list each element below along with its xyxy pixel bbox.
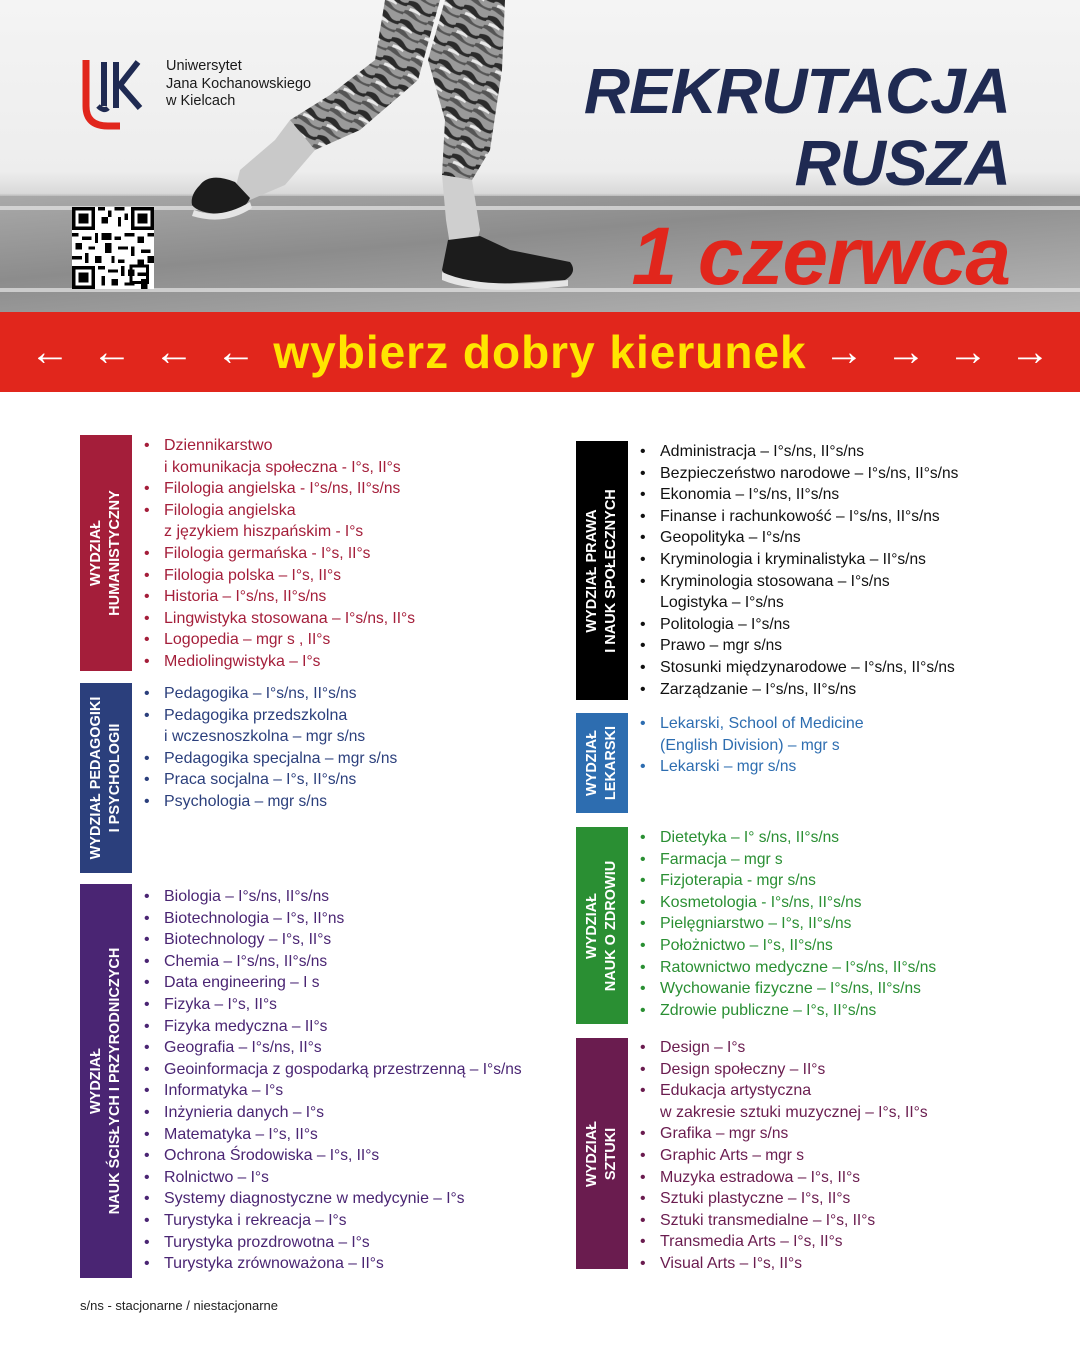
list-item[interactable]: • Pedagogika – I°s/ns, II°s/ns	[144, 683, 397, 705]
faculty-label-line: WYDZIAŁ PRAWA	[584, 508, 600, 633]
list-item[interactable]: • Kryminologia stosowana – I°s/ns	[640, 571, 958, 593]
university-name-line: Jana Kochanowskiego	[166, 75, 312, 92]
headline-line-2: RUSZA	[794, 127, 1010, 199]
faculty-label-pedagogiki	[80, 683, 132, 873]
list-item[interactable]: • Filologia germańska - I°s, II°s	[144, 543, 415, 565]
faculty-label-line: WYDZIAŁ PEDAGOGIKI	[88, 696, 104, 860]
list-item[interactable]: • Rolnictwo – I°s	[144, 1167, 522, 1189]
hero-banner	[0, 0, 1080, 312]
list-item[interactable]: • Systemy diagnostyczne w medycynie – I°s	[144, 1188, 522, 1210]
list-item[interactable]: • Filologia angielska - I°s/ns, II°s/ns	[144, 478, 415, 500]
list-item[interactable]: • Pielęgniarstwo – I°s, II°s/ns	[640, 913, 936, 935]
list-item[interactable]: • Fizjoterapia - mgr s/ns	[640, 870, 936, 892]
list-item[interactable]: • Wychowanie fizyczne – I°s/ns, II°s/ns	[640, 978, 936, 1000]
university-logo[interactable]	[78, 56, 338, 136]
faculty-label-line: NAUK O ZDROWIU	[603, 860, 619, 991]
faculty-label-line: HUMANISTYCZNY	[107, 490, 123, 616]
faculty-label-line: WYDZIAŁ	[584, 892, 600, 959]
list-item[interactable]: • Filologia angielska	[144, 500, 415, 522]
faculty-label-line: WYDZIAŁ	[88, 519, 104, 587]
list-item[interactable]: • Dziennikarstwo	[144, 435, 415, 457]
faculty-label-lekarski	[576, 713, 628, 813]
program-list-prawa	[640, 441, 958, 700]
list-item[interactable]: Logistyka – I°s/ns	[660, 594, 784, 612]
list-item[interactable]: • Data engineering – I s	[144, 972, 522, 994]
faculty-label-line: I PSYCHOLOGII	[107, 723, 123, 833]
qr-code-icon[interactable]	[72, 207, 154, 289]
list-item[interactable]: i komunikacja społeczna - I°s, II°s	[164, 458, 401, 476]
list-item[interactable]: • Geografia – I°s/ns, II°s	[144, 1037, 522, 1059]
list-item[interactable]: • Pedagogika przedszkolna	[144, 705, 397, 727]
list-item[interactable]: • Biologia – I°s/ns, II°s/ns	[144, 886, 522, 908]
runner-legs-image	[180, 0, 600, 312]
left-arrows-icon: ←←←←	[30, 330, 278, 374]
list-item[interactable]: • Sztuki plastyczne – I°s, II°s	[640, 1188, 928, 1210]
list-item[interactable]: • Sztuki transmedialne – I°s, II°s	[640, 1210, 928, 1232]
list-item[interactable]: • Lekarski, School of Medicine	[640, 713, 864, 735]
faculty-label-line: I NAUK SPOŁECZNYCH	[603, 488, 619, 653]
list-item[interactable]: • Muzyka estradowa – I°s, II°s	[640, 1167, 928, 1189]
footnote: s/ns - stacjonarne / niestacjonarne	[80, 1298, 278, 1313]
list-item[interactable]: • Turystyka prozdrowotna – I°s	[144, 1232, 522, 1254]
list-item[interactable]: i wczesnoszkolna – mgr s/ns	[164, 728, 366, 746]
program-list-lekarski	[640, 713, 864, 778]
faculty-label-zdrowiu	[576, 827, 628, 1024]
list-item[interactable]: • Bezpieczeństwo narodowe – I°s/ns, II°s/ns	[640, 463, 958, 485]
list-item[interactable]: • Graphic Arts – mgr s	[640, 1145, 928, 1167]
faculty-label-scislych	[80, 884, 132, 1278]
faculty-label-line: SZTUKI	[603, 1127, 619, 1180]
program-list-pedagogiki	[144, 683, 397, 813]
university-name-line: w Kielcach	[166, 93, 236, 109]
list-item[interactable]: • Historia – I°s/ns, II°s/ns	[144, 586, 415, 608]
list-item[interactable]: • Geopolityka – I°s/ns	[640, 527, 958, 549]
program-list-scislych	[144, 886, 522, 1275]
headline-line-1: REKRUTACJA	[583, 55, 1010, 127]
list-item[interactable]: • Kryminologia i kryminalistyka – II°s/ns	[640, 549, 958, 571]
list-item[interactable]: (English Division) – mgr s	[660, 736, 840, 754]
list-item[interactable]: • Turystyka i rekreacja – I°s	[144, 1210, 522, 1232]
list-item[interactable]: • Geoinformacja z gospodarką przestrzenną – I°s/ns	[144, 1059, 522, 1081]
list-item[interactable]: • Psychologia – mgr s/ns	[144, 791, 397, 813]
list-item[interactable]: • Filologia polska – I°s, II°s	[144, 565, 415, 587]
list-item[interactable]: • Położnictwo – I°s, II°s/ns	[640, 935, 936, 957]
list-item[interactable]: • Stosunki międzynarodowe – I°s/ns, II°s/ns	[640, 657, 958, 679]
list-item[interactable]: • Politologia – I°s/ns	[640, 614, 958, 636]
university-name	[166, 58, 311, 111]
list-item[interactable]: • Ratownictwo medyczne – I°s/ns, II°s/ns	[640, 957, 936, 979]
list-item[interactable]: • Kosmetologia - I°s/ns, II°s/ns	[640, 892, 936, 914]
list-item[interactable]: • Turystyka zrównoważona – II°s	[144, 1253, 522, 1275]
program-list-zdrowiu	[640, 827, 936, 1021]
list-item[interactable]: • Inżynieria danych – I°s	[144, 1102, 522, 1124]
faculty-label-line: WYDZIAŁ	[88, 1047, 104, 1115]
faculty-label-line: LEKARSKI	[603, 725, 619, 801]
list-item[interactable]: • Zarządzanie – I°s/ns, II°s/ns	[640, 679, 958, 701]
faculty-label-line: WYDZIAŁ	[584, 1120, 600, 1187]
list-item[interactable]: • Chemia – I°s/ns, II°s/ns	[144, 951, 522, 973]
list-item[interactable]: • Logopedia – mgr s , II°s	[144, 629, 415, 651]
slogan-banner	[0, 312, 1080, 392]
list-item[interactable]: • Finanse i rachunkowość – I°s/ns, II°s/ns	[640, 506, 958, 528]
list-item[interactable]: • Visual Arts – I°s, II°s	[640, 1253, 928, 1275]
slogan-text: wybierz dobry kierunek	[273, 326, 807, 378]
list-item[interactable]: • Administracja – I°s/ns, II°s/ns	[640, 441, 958, 463]
list-item[interactable]: • Dietetyka – I° s/ns, II°s/ns	[640, 827, 936, 849]
list-item[interactable]: • Design – I°s	[640, 1037, 928, 1059]
list-item[interactable]: • Mediolingwistyka – I°s	[144, 651, 415, 673]
list-item[interactable]: • Matematyka – I°s, II°s	[144, 1124, 522, 1146]
list-item[interactable]: • Praca socjalna – I°s, II°s/ns	[144, 769, 397, 791]
list-item[interactable]: • Ochrona Środowiska – I°s, II°s	[144, 1145, 522, 1167]
list-item[interactable]: • Transmedia Arts – I°s, II°s	[640, 1231, 928, 1253]
list-item[interactable]: • Lekarski – mgr s/ns	[640, 756, 864, 778]
headline-date: 1 czerwca	[631, 211, 1010, 302]
list-item[interactable]: • Design społeczny – II°s	[640, 1059, 928, 1081]
list-item[interactable]: • Grafika – mgr s/ns	[640, 1123, 928, 1145]
faculty-label-sztuki	[576, 1038, 628, 1269]
faculty-label-humanistyczny	[80, 435, 132, 671]
list-item[interactable]: • Farmacja – mgr s	[640, 849, 936, 871]
list-item[interactable]: • Prawo – mgr s/ns	[640, 635, 958, 657]
list-item[interactable]: • Fizyka medyczna – II°s	[144, 1016, 522, 1038]
faculty-label-prawa	[576, 441, 628, 700]
list-item[interactable]: • Informatyka – I°s	[144, 1080, 522, 1102]
program-list-humanistyczny	[144, 435, 415, 673]
ujk-logo-icon	[78, 56, 158, 132]
list-item[interactable]: • Pedagogika specjalna – mgr s/ns	[144, 748, 397, 770]
list-item[interactable]: • Biotechnologia – I°s, II°ns	[144, 908, 522, 930]
faculty-label-line: WYDZIAŁ	[584, 729, 600, 797]
program-list-sztuki	[640, 1037, 928, 1275]
right-arrows-icon: →→→→	[824, 330, 1072, 374]
university-name-line: Uniwersytet	[166, 58, 242, 74]
list-item[interactable]: w zakresie sztuki muzycznej – I°s, II°s	[660, 1103, 928, 1121]
list-item[interactable]: • Lingwistyka stosowana – I°s/ns, II°s	[144, 608, 415, 630]
faculty-label-line: NAUK ŚCISŁYCH I PRZYRODNICZYCH	[107, 947, 123, 1215]
list-item[interactable]: z językiem hiszpańskim - I°s	[164, 523, 364, 541]
list-item[interactable]: • Fizyka – I°s, II°s	[144, 994, 522, 1016]
list-item[interactable]: • Biotechnology – I°s, II°s	[144, 929, 522, 951]
list-item[interactable]: • Ekonomia – I°s/ns, II°s/ns	[640, 484, 958, 506]
list-item[interactable]: • Edukacja artystyczna	[640, 1080, 928, 1102]
list-item[interactable]: • Zdrowie publiczne – I°s, II°s/ns	[640, 1000, 936, 1022]
